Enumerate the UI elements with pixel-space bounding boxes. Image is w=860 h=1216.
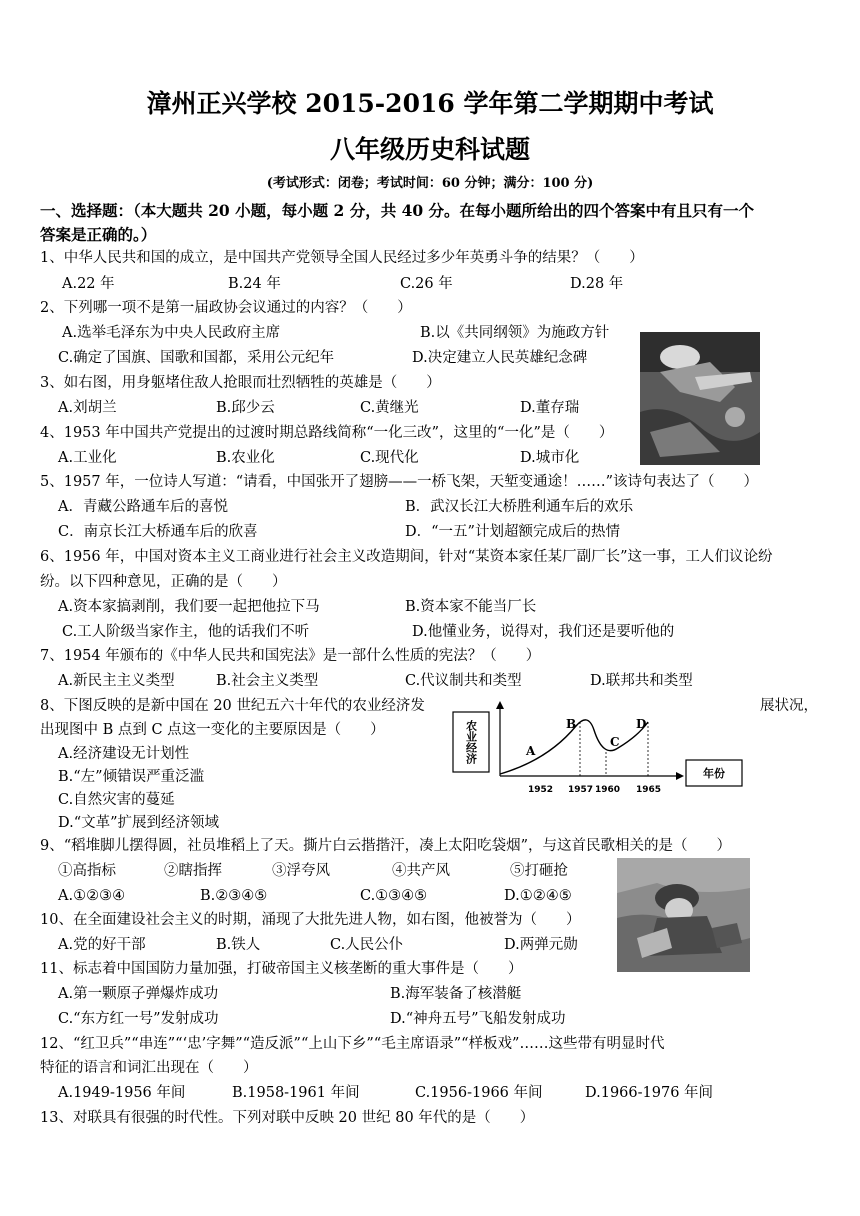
q5-stem: 5、1957 年，一位诗人写道：“请看，中国张开了翅膀——一桥飞架，天堑变通途！……”该诗句表达了（ ） (40, 474, 759, 490)
q10-option-b: B.铁人 (216, 937, 261, 953)
q9-item-3: ③浮夸风 (272, 863, 330, 879)
q4-option-d: D.城市化 (520, 450, 580, 466)
section-heading: 一、选择题：（本大题共 20 小题，每小题 2 分，共 40 分。在每小题所给出的四个答案中有且只有一个 (40, 201, 755, 220)
q2-option-d: D.决定建立人民英雄纪念碑 (412, 350, 588, 366)
q6-option-a: A.资本家搞剥削，我们要一起把他拉下马 (58, 599, 320, 615)
section-heading-cont: 答案是正确的。） (40, 225, 157, 244)
q8-stem-right: 展状况， (760, 698, 818, 714)
q12-option-a: A.1949-1956 年间 (58, 1085, 186, 1101)
q9-item-5: ⑤打砸抢 (510, 863, 568, 879)
q4-option-a: A.工业化 (58, 450, 117, 466)
q13-stem: 13、对联具有很强的时代性。下列对联中反映 20 世纪 80 年代的是（ ） (40, 1110, 535, 1126)
chart-tick-1952: 1952 (528, 785, 554, 795)
chart-y-arrow (496, 701, 504, 709)
q8-option-b: B.“左”倾错误严重泛滥 (58, 769, 205, 785)
exam-info: (考试形式：闭卷；考试时间：60 分钟；满分：100 分) (266, 176, 594, 191)
q2-option-b: B.以《共同纲领》为施政方针 (420, 325, 610, 341)
q12-option-b: B.1958-1961 年间 (232, 1085, 360, 1101)
q1-stem: 1、中华人民共和国的成立，是中国共产党领导全国人民经过多少年英勇斗争的结果？（ ） (40, 250, 644, 266)
q9-item-4: ④共产风 (392, 863, 450, 879)
chart-tick-1960: 1960 (595, 785, 621, 795)
q10-option-c: C.人民公仆 (330, 937, 404, 953)
q7-option-d: D.联邦共和类型 (590, 673, 693, 689)
q11-option-a: A.第一颗原子弹爆炸成功 (58, 986, 219, 1002)
q7-stem: 7、1954 年颁布的《中华人民共和国宪法》是一部什么性质的宪法？（ ） (40, 648, 541, 664)
q8-option-c: C.自然灾害的蔓延 (58, 792, 175, 808)
chart-xlabel: 年份 (703, 767, 725, 780)
q3-option-a: A.刘胡兰 (58, 400, 117, 416)
worker-photo (617, 858, 750, 972)
q3-option-d: D.董存瑞 (520, 400, 580, 416)
q5-option-c: C．南京长江大桥通车后的欣喜 (58, 524, 258, 540)
q5-option-d: D．“一五”计划超额完成后的热情 (405, 524, 620, 540)
chart-point-label-c: C (610, 735, 620, 749)
q10-option-d: D.两弹元勋 (504, 937, 578, 953)
q4-option-b: B.农业化 (216, 450, 275, 466)
q5-option-a: A．青藏公路通车后的喜悦 (58, 499, 228, 515)
q1-option-a: A.22 年 (62, 276, 115, 292)
q6-option-c: C.工人阶级当家作主，他的话我们不听 (62, 624, 310, 640)
chart-point-label-b: B (566, 717, 577, 731)
q3-stem: 3、如右图，用身躯堵住敌人抢眼而壮烈牺牲的英雄是（ ） (40, 375, 441, 391)
exam-title: 漳州正兴学校 2015-2016 学年第二学期期中考试 (146, 89, 714, 118)
q6-option-b: B.资本家不能当厂长 (405, 599, 537, 615)
q8-option-d: D.“文革”扩展到经济领域 (58, 815, 220, 831)
q10-stem: 10、在全面建设社会主义的时期，涌现了大批先进人物，如右图，他被誉为（ ） (40, 912, 581, 928)
q9-option-b: B.②③④⑤ (200, 888, 268, 904)
q2-option-c: C.确定了国旗、国歌和国都，采用公元纪年 (58, 350, 335, 366)
q7-option-c: C.代议制共和类型 (405, 673, 522, 689)
q11-option-d: D.“神舟五号”飞船发射成功 (390, 1011, 566, 1027)
q1-option-b: B.24 年 (228, 276, 281, 292)
q4-stem: 4、1953 年中国共产党提出的过渡时期总路线简称“一化三改”，这里的“一化”是（ ） (40, 425, 614, 441)
q9-item-2: ②瞎指挥 (164, 863, 222, 879)
q9-option-a: A.①②③④ (58, 888, 126, 904)
q12-option-c: C.1956-1966 年间 (415, 1085, 543, 1101)
hero-photo (640, 332, 760, 465)
chart-point-label-d: D (636, 717, 647, 731)
q11-option-c: C.“东方红一号”发射成功 (58, 1011, 219, 1027)
q3-option-c: C.黄继光 (360, 400, 419, 416)
q12-option-d: D.1966-1976 年间 (585, 1085, 714, 1101)
q7-option-a: A.新民主主义类型 (58, 673, 175, 689)
q11-option-b: B.海军装备了核潜艇 (390, 986, 522, 1002)
q6-option-d: D.他懂业务，说得对，我们还是要听他的 (412, 624, 675, 640)
q9-stem: 9、“稻堆脚儿摆得圆，社员堆稻上了天。撕片白云揩揩汗，凑上太阳吃袋烟”，与这首民歌相关的是（ ） (40, 838, 732, 854)
chart-tick-1965: 1965 (636, 785, 662, 795)
q12-stem: 12、“红卫兵”“串连”“‘忠’字舞”“造反派”“上山下乡”“毛主席语录”“样板戏”……这些带有明显时代 (40, 1036, 665, 1052)
exam-subtitle: 八年级历史科试题 (329, 135, 530, 164)
q8-stem: 8、下图反映的是新中国在 20 世纪五六十年代的农业经济发 (40, 698, 425, 714)
q5-option-b: B．武汉长江大桥胜利通车后的欢乐 (405, 499, 634, 515)
q4-option-c: C.现代化 (360, 450, 419, 466)
chart-ylabel: 农业经济 (464, 720, 478, 764)
q11-stem: 11、标志着中国国防力量加强，打破帝国主义核垄断的重大事件是（ ） (40, 961, 523, 977)
q2-option-a: A.选举毛泽东为中央人民政府主席 (62, 325, 281, 341)
chart-x-arrow (676, 772, 684, 780)
chart-tick-1957: 1957 (568, 785, 594, 795)
q9-option-d: D.①②④⑤ (504, 888, 572, 904)
q12-stem-cont: 特征的语言和词汇出现在（ ） (40, 1060, 258, 1076)
q9-option-c: C.①③④⑤ (360, 888, 428, 904)
q3-option-b: B.邱少云 (216, 400, 275, 416)
q6-stem: 6、1956 年，中国对资本主义工商业进行社会主义改造期间，针对“某资本家任某厂副厂长”这一事，工人们议论纷 (40, 549, 773, 565)
q8-stem-cont: 出现图中 B 点到 C 点这一变化的主要原因是（ ） (40, 722, 385, 738)
q10-option-a: A.党的好干部 (58, 937, 146, 953)
q9-item-1: ①高指标 (58, 863, 116, 879)
agriculture-chart (448, 700, 748, 800)
q8-option-a: A.经济建设无计划性 (58, 746, 190, 762)
q6-stem-cont: 纷。以下四种意见，正确的是（ ） (40, 574, 287, 590)
chart-point-label-a: A (526, 744, 536, 758)
q1-option-c: C.26 年 (400, 276, 453, 292)
q2-stem: 2、下列哪一项不是第一届政协会议通过的内容？（ ） (40, 300, 412, 316)
q1-option-d: D.28 年 (570, 276, 624, 292)
q7-option-b: B.社会主义类型 (216, 673, 319, 689)
